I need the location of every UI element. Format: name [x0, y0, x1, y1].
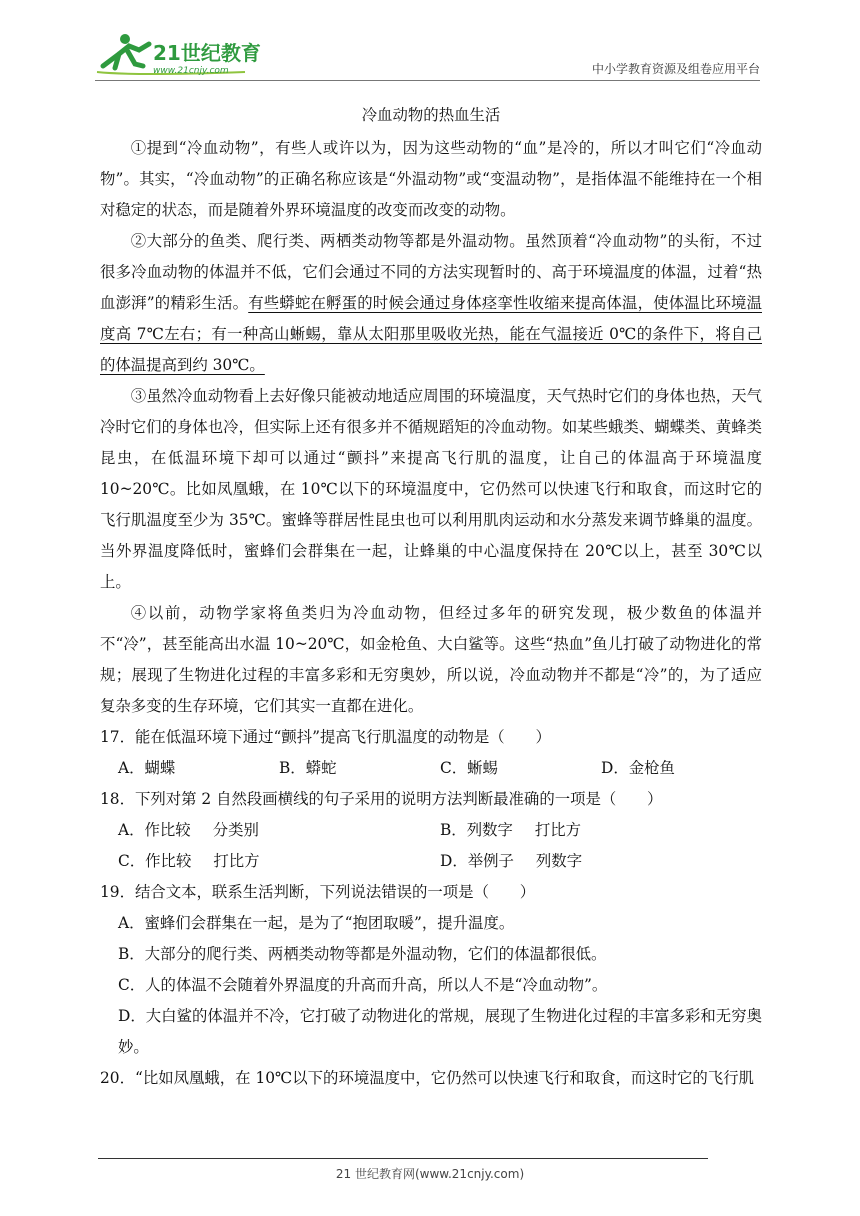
- question-18-options-row1: [100, 815, 762, 846]
- article-title: 冷血动物的热血生活: [361, 106, 501, 124]
- question-20: 20．“比如凤凰蛾，在 10℃以下的环境温度中，它仍然可以快速飞行和取食，而这时它的飞行肌: [100, 1069, 754, 1087]
- option-17d: D．金枪鱼: [601, 759, 675, 777]
- svg-text:www.21cnjy.com: www.21cnjy.com: [153, 66, 229, 76]
- svg-text:21世纪教育: 21世纪教育: [153, 41, 261, 65]
- option-19b: B．大部分的爬行类、两栖类动物等都是外温动物，它们的体温都很低。: [118, 945, 607, 963]
- option-18b: B．列数字 打比方: [440, 821, 582, 839]
- question-17-options: [100, 753, 762, 784]
- paragraph-3: ③虽然冷血动物看上去好像只能被动地适应周围的环境温度，天气热时它们的身体也热，天气冷时它们的身体也冷，但实际上还有很多并不循规蹈矩的冷血动物。如某些蛾类、蝴蝶类、黄蜂类昆虫，在低温环境下却可以通过“颤抖”来提高飞行肌的温度，让自己的体温高于环境温度 10~20℃。比如凤凰蛾，在 10℃以下的环境温度中，它仍然可以快速飞行和取食，而这时它的飞行肌温度至少为 35℃。蜜蜂等群居性昆虫也可以利用肌肉运动和水分蒸发来调节蜂巢的温度。当外界温度降低时，蜜蜂们会群集在一起，让蜂巢的中心温度保持在 20℃以上，甚至 30℃以上。: [100, 387, 762, 591]
- logo-21cnjy: [95, 30, 265, 78]
- option-19a: A．蜜蜂们会群集在一起，是为了“抱团取暖”，提升温度。: [118, 914, 515, 932]
- article-content: [100, 100, 762, 1094]
- option-17c: C．蜥蜴: [440, 759, 498, 777]
- option-18d: D．举例子 列数字: [440, 852, 583, 870]
- option-18a: A．作比较 分类别: [118, 821, 259, 839]
- option-19d: D．大白鲨的体温并不冷，它打破了动物进化的常规，展现了生物进化过程的丰富多彩和无穷奥妙。: [118, 1007, 762, 1056]
- paragraph-2: [100, 226, 762, 381]
- option-17a: A．蝴蝶: [118, 759, 176, 777]
- option-19c: C．人的体温不会随着外界温度的升高而升高，所以人不是“冷血动物”。: [118, 976, 608, 994]
- option-17b: B．蟒蛇: [279, 759, 337, 777]
- page-footer: 21 世纪教育网(www.21cnjy.com): [335, 1167, 525, 1181]
- underlined-sentence: 有些蟒蛇在孵蛋的时候会通过身体痉挛性收缩来提高体温，使体温比环境温度高 7℃左右；有一种高山蜥蜴，靠从太阳那里吸收光热，能在气温接近 0℃的条件下，将自己的体温提高到约 30℃。: [100, 294, 762, 374]
- question-18-options-row2: [100, 846, 762, 877]
- paragraph-4: ④以前，动物学家将鱼类归为冷血动物，但经过多年的研究发现，极少数鱼的体温并不“冷”，甚至能高出水温 10~20℃，如金枪鱼、大白鲨等。这些“热血”鱼儿打破了动物进化的常规；展现了生物进化过程的丰富多彩和无穷奥妙，所以说，冷血动物并不都是“冷”的，为了适应复杂多变的生存环境，它们其实一直都在进化。: [100, 604, 762, 715]
- question-17: 17．能在低温环境下通过“颤抖”提高飞行肌温度的动物是（ ）: [100, 728, 551, 746]
- header-divider: [95, 80, 760, 81]
- footer-divider: [98, 1158, 708, 1159]
- page-header: [95, 30, 760, 82]
- platform-name: 中小学教育资源及组卷应用平台: [591, 62, 760, 76]
- paragraph-2-text: ②大部分的鱼类、爬行类、两栖类动物等都是外温动物。虽然顶着“冷血动物”的头衔，不过很多冷血动物的体温并不低，它们会通过不同的方法实现暂时的、高于环境温度的体温，过着“热血澎湃”的精彩生活。: [100, 232, 762, 312]
- question-18: 18．下列对第 2 自然段画横线的句子采用的说明方法判断最准确的一项是（ ）: [100, 790, 663, 808]
- question-19: 19．结合文本，联系生活判断，下列说法错误的一项是（ ）: [100, 883, 536, 901]
- option-18c: C．作比较 打比方: [118, 852, 260, 870]
- paragraph-1: ①提到“冷血动物”，有些人或许以为，因为这些动物的“血”是冷的，所以才叫它们“冷血动物”。其实，“冷血动物”的正确名称应该是“外温动物”或“变温动物”，是指体温不能维持在一个相对稳定的状态，而是随着外界环境温度的改变而改变的动物。: [100, 139, 762, 219]
